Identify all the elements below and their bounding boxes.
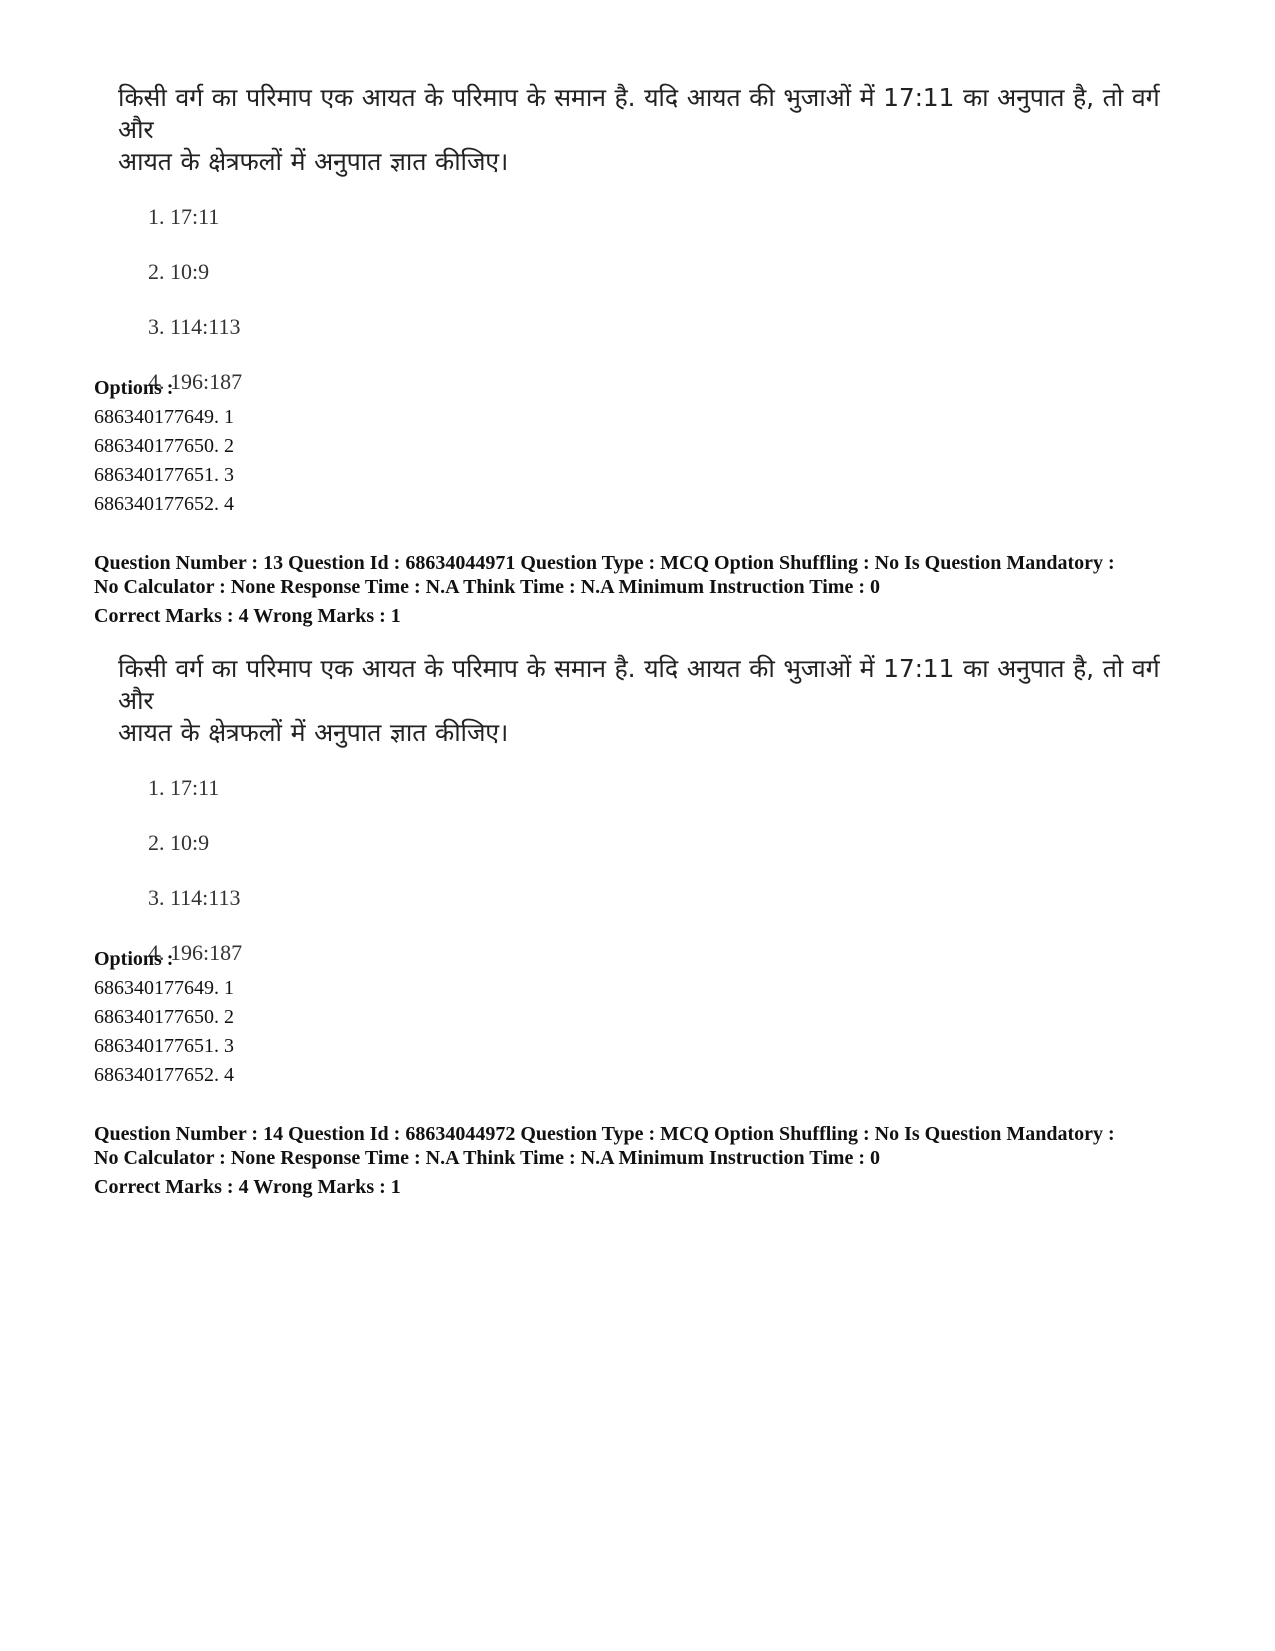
choice-item: 1. 17:11 (148, 775, 220, 800)
choice-item: 2. 10:9 (148, 259, 210, 284)
option-row: 686340177652. 4 (94, 493, 234, 515)
marks-line: Correct Marks : 4 Wrong Marks : 1 (94, 605, 401, 627)
choice-item: 1. 17:11 (148, 204, 220, 229)
meta-line: Question Number : 14 Question Id : 68634044972 Question Type : MCQ Option Shuffling : No Is Question Mandatory : (94, 1123, 1115, 1145)
choice-item: 4. 196:187 (148, 369, 243, 394)
option-row: 686340177650. 2 (94, 435, 234, 457)
question-text-line1: किसी वर्ग का परिमाप एक आयत के परिमाप के समान है. यदि आयत की भुजाओं में 17:11 का अनुपात है, तो वर्ग और (118, 654, 1160, 715)
option-row: 686340177651. 3 (94, 464, 234, 486)
option-row: 686340177649. 1 (94, 406, 234, 428)
option-row: 686340177649. 1 (94, 977, 234, 999)
options-label: Options : (94, 377, 174, 399)
question-image-2 (118, 653, 1198, 991)
meta-line: Question Number : 13 Question Id : 68634044971 Question Type : MCQ Option Shuffling : No Is Question Mandatory : (94, 552, 1115, 574)
option-row: 686340177651. 3 (94, 1035, 234, 1057)
choice-item: 3. 114:113 (148, 314, 241, 339)
choice-list (118, 771, 1198, 991)
choice-item: 3. 114:113 (148, 885, 241, 910)
question-meta-14 (94, 1122, 1214, 1199)
option-row: 686340177650. 2 (94, 1006, 234, 1028)
question-image-1 (118, 82, 1198, 420)
options-list-1 (94, 374, 234, 519)
choice-item: 4. 196:187 (148, 940, 243, 965)
options-list-2 (94, 945, 234, 1090)
question-meta-13 (94, 551, 1214, 628)
meta-line: No Calculator : None Response Time : N.A Think Time : N.A Minimum Instruction Time : 0 (94, 1147, 880, 1169)
choice-item: 2. 10:9 (148, 830, 210, 855)
question-text-line2: आयत के क्षेत्रफलों में अनुपात ज्ञात कीजिए। (118, 147, 509, 176)
marks-line: Correct Marks : 4 Wrong Marks : 1 (94, 1176, 401, 1198)
option-row: 686340177652. 4 (94, 1064, 234, 1086)
question-text-line1: किसी वर्ग का परिमाप एक आयत के परिमाप के समान है. यदि आयत की भुजाओं में 17:11 का अनुपात है, तो वर्ग और (118, 83, 1160, 144)
question-text-line2: आयत के क्षेत्रफलों में अनुपात ज्ञात कीजिए। (118, 718, 509, 747)
meta-line: No Calculator : None Response Time : N.A Think Time : N.A Minimum Instruction Time : 0 (94, 576, 880, 598)
options-label: Options : (94, 948, 174, 970)
choice-list (118, 200, 1198, 420)
